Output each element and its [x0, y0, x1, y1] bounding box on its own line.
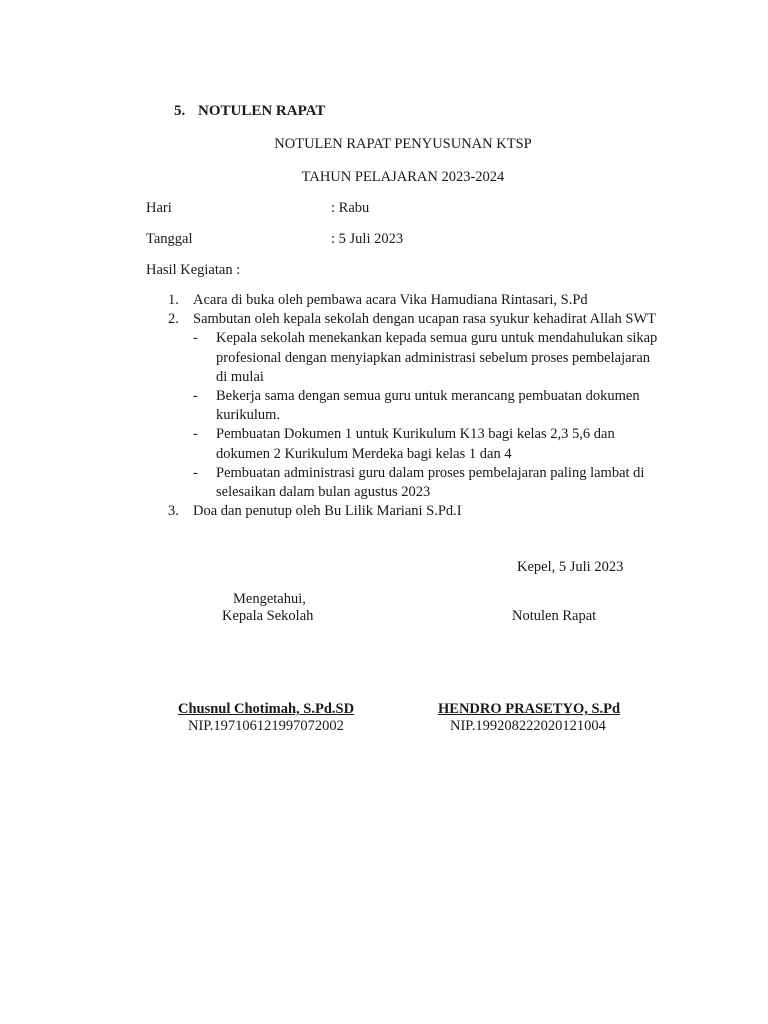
agenda-sub-list — [193, 329, 666, 502]
list-number: 3. — [168, 503, 179, 520]
agenda-list — [146, 291, 666, 521]
sub-item — [193, 464, 666, 502]
sub-item-text: Pembuatan administrasi guru dalam proses pembelajaran paling lambat di selesaikan dalam bulan agustus 2023 — [216, 464, 645, 501]
tanggal-value: : 5 Juli 2023 — [331, 231, 404, 247]
agenda-item-text: Doa dan penutup oleh Bu Lilik Mariani S.Pd.I — [193, 503, 462, 520]
agenda-item-text: Sambutan oleh kepala sekolah dengan ucapan rasa syukur kehadirat Allah SWT — [193, 311, 657, 328]
kepala-sekolah-nip: NIP.197106121997072002 — [188, 718, 344, 734]
notulen-name: HENDRO PRASETYO, S.Pd — [438, 701, 621, 717]
section-title: NOTULEN RAPAT — [198, 103, 326, 119]
agenda-item — [146, 310, 666, 502]
dash-bullet: - — [193, 388, 198, 405]
notulen-nip: NIP.199208222020121004 — [450, 718, 606, 734]
notulen-role: Notulen Rapat — [512, 608, 597, 624]
sub-item — [193, 425, 666, 463]
hari-value: : Rabu — [331, 200, 370, 216]
dash-bullet: - — [193, 464, 198, 481]
tanggal-label: Tanggal — [146, 231, 193, 247]
kepala-sekolah-role: Kepala Sekolah — [222, 608, 314, 624]
sub-item-text: Pembuatan Dokumen 1 untuk Kurikulum K13 bagi kelas 2,3 5,6 dan dokumen 2 Kurikulum Merdeka bagi kelas 1 dan 4 — [216, 426, 615, 462]
list-number: 1. — [168, 292, 179, 308]
section-heading — [174, 102, 325, 121]
place-date: Kepel, 5 Juli 2023 — [517, 559, 624, 575]
section-number: 5. — [174, 103, 186, 119]
kepala-sekolah-name: Chusnul Chotimah, S.Pd.SD — [178, 701, 355, 717]
agenda-item-text: Acara di buka oleh pembawa acara Vika Hamudiana Rintasari, S.Pd — [193, 292, 588, 308]
sub-item-text: Kepala sekolah menekankan kepada semua guru untuk mendahulukan sikap profesional dengan menyiapkan administrasi sebelum proses pembelajaran di mulai — [216, 330, 658, 385]
mengetahui-label: Mengetahui, — [233, 591, 306, 607]
dash-bullet: - — [193, 330, 198, 347]
hari-label: Hari — [146, 200, 172, 216]
document-title: NOTULEN RAPAT PENYUSUNAN KTSP — [274, 136, 532, 152]
sub-item — [193, 387, 666, 425]
agenda-item — [146, 502, 666, 521]
sub-item-text: Bekerja sama dengan semua guru untuk merancang pembuatan dokumen kurikulum. — [216, 388, 640, 424]
list-number: 2. — [168, 311, 179, 328]
document-subtitle: TAHUN PELAJARAN 2023-2024 — [301, 169, 505, 185]
sub-item — [193, 329, 666, 387]
hasil-kegiatan-label: Hasil Kegiatan : — [146, 262, 241, 278]
dash-bullet: - — [193, 426, 198, 443]
agenda-item — [146, 291, 666, 310]
